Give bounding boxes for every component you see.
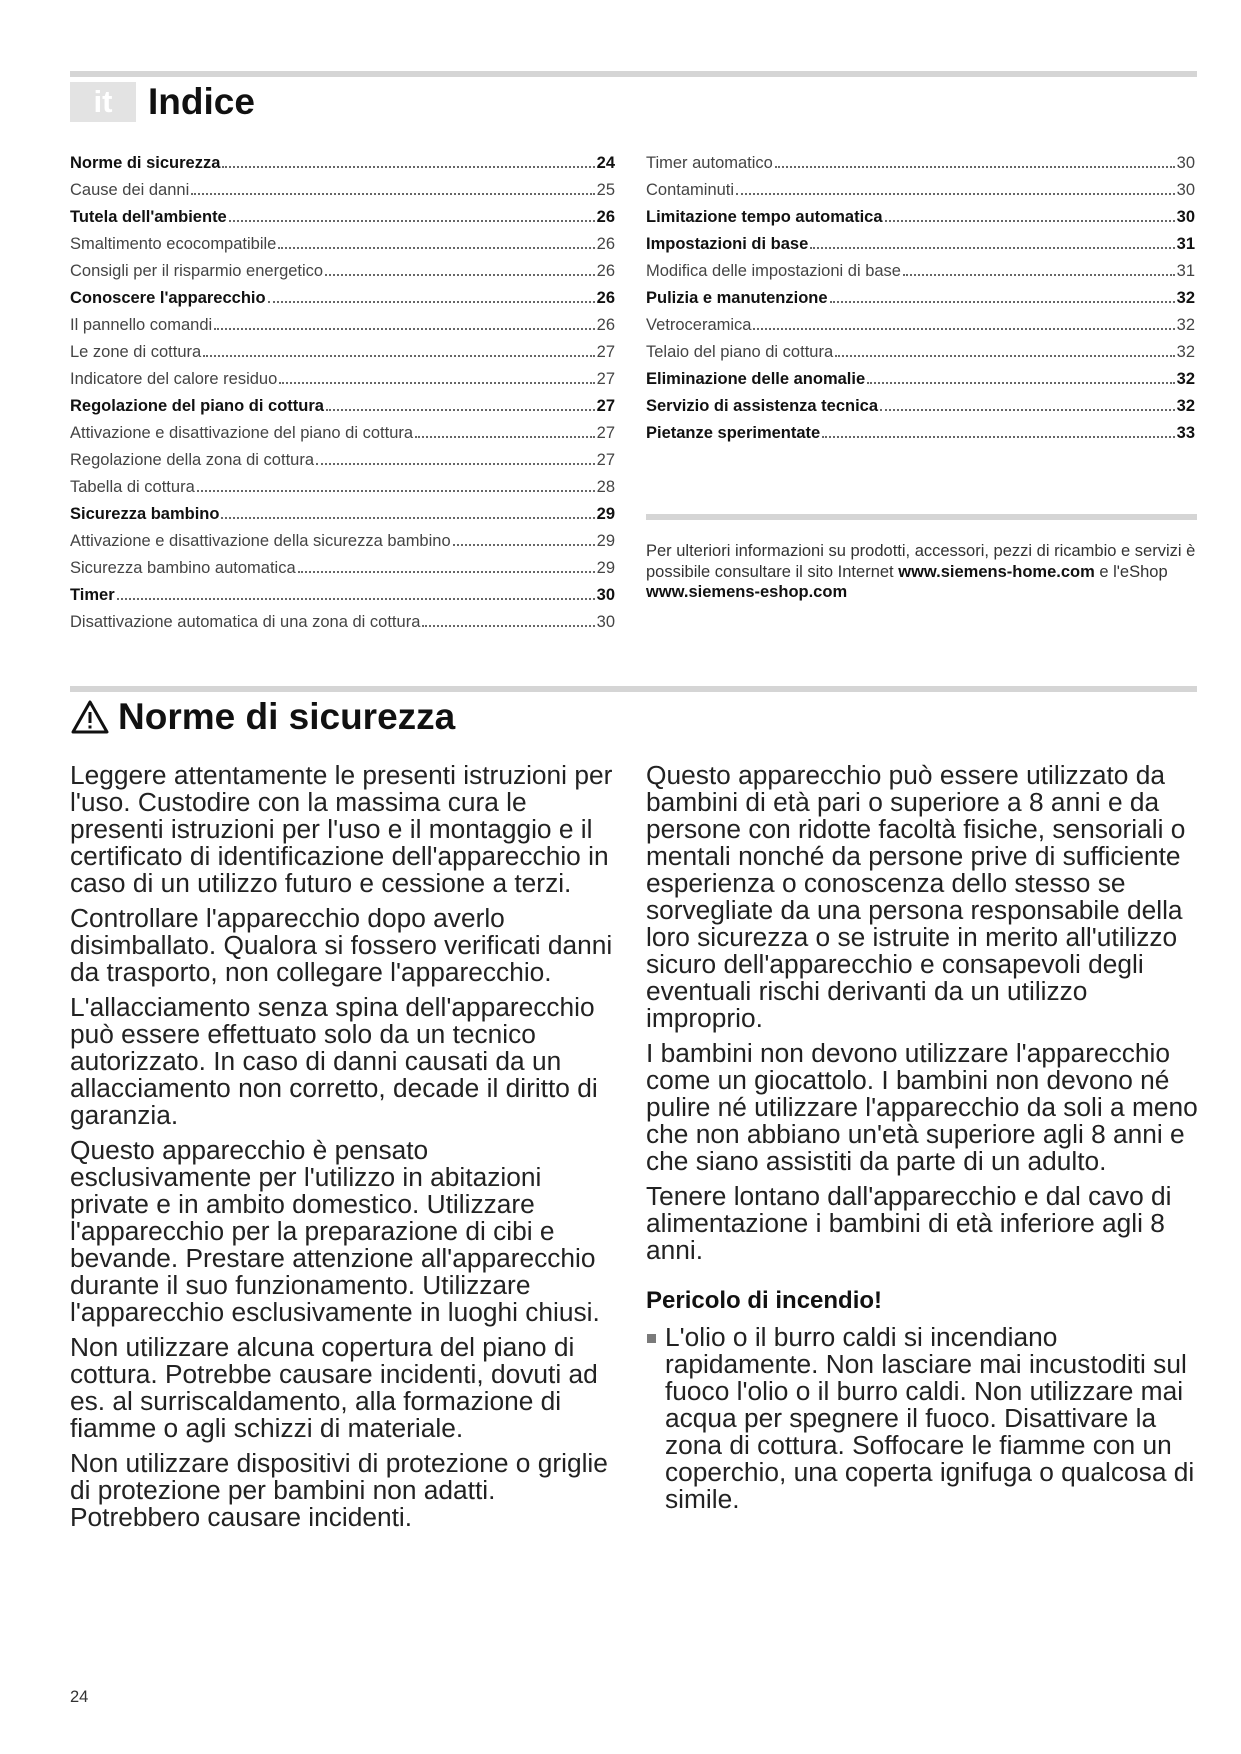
fire-warning-item xyxy=(646,1324,1198,1513)
eshop-link[interactable]: www.siemens-eshop.com xyxy=(646,583,848,601)
section-title: Norme di sicurezza xyxy=(118,696,456,737)
toc-leader-dots xyxy=(775,166,1175,168)
toc-entry-page: 30 xyxy=(596,586,615,604)
toc-entry-page: 26 xyxy=(596,235,615,253)
toc-entry-label: Il pannello comandi xyxy=(70,316,213,334)
toc-leader-dots xyxy=(326,409,595,411)
toc-entry-page: 32 xyxy=(1176,397,1195,415)
fire-warning-text: L'olio o il burro caldi si incendiano rapidamente. Non lasciare mai incustoditi sul fuoco l'olio o il burro caldi. Non utilizzare mai acqua per spegnere il fuoco. Disattivare la zona di cottura. Soffocare le fiamme con un coperchio, una coperta ignifuga o qualcosa di simile. xyxy=(665,1322,1195,1514)
info-divider xyxy=(646,514,1197,520)
toc-entry-label: Attivazione e disattivazione della sicurezza bambino xyxy=(70,532,451,550)
toc-entry-label: Timer xyxy=(70,586,115,604)
toc-right-column xyxy=(646,150,1195,447)
body-paragraph: Non utilizzare dispositivi di protezione o griglie di protezione per bambini non adatti. Potrebbero causare incidenti. xyxy=(70,1448,608,1532)
toc-leader-dots xyxy=(278,247,594,249)
fire-warning-heading: Pericolo di incendio! xyxy=(646,1287,883,1314)
toc-entry[interactable] xyxy=(646,420,1195,447)
toc-entry-page: 27 xyxy=(596,370,615,388)
toc-leader-dots xyxy=(229,220,595,222)
toc-entry-page: 26 xyxy=(596,208,615,226)
toc-entry-page: 31 xyxy=(1176,262,1195,280)
bullet-square-icon xyxy=(647,1334,656,1343)
toc-entry[interactable] xyxy=(70,339,615,366)
toc-entry-label: Consigli per il risparmio energetico xyxy=(70,262,324,280)
toc-entry-label: Telaio del piano di cottura xyxy=(646,343,834,361)
toc-entry[interactable] xyxy=(70,312,615,339)
toc-entry-label: Cause dei danni xyxy=(70,181,190,199)
toc-entry-label: Sicurezza bambino automatica xyxy=(70,559,296,577)
toc-entry[interactable] xyxy=(70,501,615,528)
toc-entry-label: Pulizia e manutenzione xyxy=(646,289,828,307)
toc-entry[interactable] xyxy=(70,231,615,258)
toc-entry-label: Conoscere l'apparecchio xyxy=(70,289,266,307)
toc-leader-dots xyxy=(221,517,594,519)
toc-leader-dots xyxy=(214,328,594,330)
body-paragraph: L'allacciamento senza spina dell'apparecchio può essere effettuato solo da un tecnico autorizzato. In caso di danni causati da un allacciamento non corretto, decade il diritto di garanzia. xyxy=(70,992,598,1130)
website-link[interactable]: www.siemens-home.com xyxy=(898,562,1095,581)
toc-entry[interactable] xyxy=(646,339,1195,366)
toc-entry-page: 30 xyxy=(596,613,615,631)
toc-entry-label: Norme di sicurezza xyxy=(70,154,221,172)
toc-entry[interactable] xyxy=(70,150,615,177)
toc-entry[interactable] xyxy=(646,285,1195,312)
body-paragraph: Non utilizzare alcuna copertura del piano di cottura. Potrebbe causare incidenti, dovuti ad es. al surriscaldamento, alla formazione di fiamme o agli schizzi di materiale. xyxy=(70,1332,598,1443)
toc-entry[interactable] xyxy=(70,582,615,609)
toc-left-column xyxy=(70,150,615,636)
toc-leader-dots xyxy=(325,274,595,276)
toc-entry-page: 29 xyxy=(596,532,615,550)
toc-entry[interactable] xyxy=(70,258,615,285)
toc-entry-label: Sicurezza bambino xyxy=(70,505,220,523)
toc-entry-label: Indicatore del calore residuo xyxy=(70,370,278,388)
toc-entry-page: 24 xyxy=(596,154,615,172)
toc-entry-page: 26 xyxy=(596,262,615,280)
body-paragraph: I bambini non devono utilizzare l'apparecchio come un giocattolo. I bambini non devono né pulire né utilizzare l'apparecchio da soli a meno che non abbiano un'età superiore agli 8 anni e che siano assistiti da parte di un adulto. xyxy=(646,1038,1198,1176)
body-paragraph: Questo apparecchio può essere utilizzato da bambini di età pari o superiore a 8 anni e da persone con ridotte facoltà fisiche, sensoriali o mentali nonché da persone prive di sufficiente esperienza o conoscenza dello stesso se sorvegliate da una persona responsabile della loro sicurezza o se istruite in merito all'utilizzo sicuro dell'apparecchio e consapevoli degli eventuali rischi derivanti da un utilizzo improprio. xyxy=(646,760,1186,1033)
toc-entry[interactable] xyxy=(646,204,1195,231)
toc-entry[interactable] xyxy=(70,474,615,501)
toc-entry-label: Attivazione e disattivazione del piano di cottura xyxy=(70,424,414,442)
toc-entry[interactable] xyxy=(70,393,615,420)
toc-entry[interactable] xyxy=(646,231,1195,258)
toc-entry-label: Vetroceramica xyxy=(646,316,752,334)
body-paragraph: Questo apparecchio è pensato esclusivamente per l'utilizzo in abitazioni private e in ambito domestico. Utilizzare l'apparecchio per la preparazione di cibi e bevande. Prestare attenzione all'apparecchio durante il suo funzionamento. Utilizzare l'apparecchio esclusivamente in luoghi chiusi. xyxy=(70,1135,600,1327)
toc-entry-label: Tabella di cottura xyxy=(70,478,195,496)
toc-leader-dots xyxy=(415,436,595,438)
toc-entry-page: 27 xyxy=(596,343,615,361)
toc-leader-dots xyxy=(736,193,1175,195)
body-paragraph: Tenere lontano dall'apparecchio e dal cavo di alimentazione i bambini di età inferiore agli 8 anni. xyxy=(646,1181,1172,1265)
toc-entry-label: Timer automatico xyxy=(646,154,773,172)
toc-leader-dots xyxy=(191,193,594,195)
toc-leader-dots xyxy=(203,355,594,357)
toc-entry[interactable] xyxy=(646,366,1195,393)
toc-entry-label: Contaminuti xyxy=(646,181,735,199)
toc-entry-page: 25 xyxy=(596,181,615,199)
toc-entry[interactable] xyxy=(70,285,615,312)
toc-leader-dots xyxy=(117,598,595,600)
toc-leader-dots xyxy=(835,355,1175,357)
toc-entry[interactable] xyxy=(70,420,615,447)
section-header xyxy=(70,692,455,742)
toc-leader-dots xyxy=(822,436,1174,438)
toc-entry-page: 29 xyxy=(596,505,615,523)
toc-entry[interactable] xyxy=(646,393,1195,420)
language-badge: it xyxy=(70,82,136,122)
toc-leader-dots xyxy=(903,274,1175,276)
toc-entry-page: 32 xyxy=(1176,289,1195,307)
toc-entry[interactable] xyxy=(646,312,1195,339)
toc-leader-dots xyxy=(316,463,595,465)
safety-left-column xyxy=(70,762,615,1539)
toc-entry-page: 33 xyxy=(1176,424,1195,442)
toc-entry-page: 26 xyxy=(596,289,615,307)
toc-entry[interactable] xyxy=(646,177,1195,204)
toc-entry[interactable] xyxy=(646,150,1195,177)
toc-entry-label: Smaltimento ecocompatibile xyxy=(70,235,277,253)
toc-leader-dots xyxy=(830,301,1175,303)
toc-entry-label: Regolazione del piano di cottura xyxy=(70,397,324,415)
toc-entry[interactable] xyxy=(70,555,615,582)
info-text: Per ulteriori informazioni su prodotti, accessori, pezzi di ricambio e servizi è possibile consultare il sito Internet xyxy=(646,542,1196,581)
toc-entry-label: Pietanze sperimentate xyxy=(646,424,821,442)
toc-entry-label: Impostazioni di base xyxy=(646,235,809,253)
toc-entry-page: 32 xyxy=(1176,370,1195,388)
toc-entry-label: Eliminazione delle anomalie xyxy=(646,370,866,388)
toc-entry-label: Le zone di cottura xyxy=(70,343,202,361)
toc-entry-page: 32 xyxy=(1176,316,1195,334)
toc-entry[interactable] xyxy=(70,447,615,474)
top-divider xyxy=(70,71,1197,77)
toc-entry-page: 27 xyxy=(596,397,615,415)
toc-leader-dots xyxy=(298,571,595,573)
toc-entry[interactable] xyxy=(70,204,615,231)
toc-entry[interactable] xyxy=(70,177,615,204)
toc-entry[interactable] xyxy=(70,528,615,555)
toc-entry-label: Regolazione della zona di cottura xyxy=(70,451,314,469)
toc-leader-dots xyxy=(197,490,595,492)
page-title: Indice xyxy=(148,81,255,122)
toc-entry-page: 31 xyxy=(1176,235,1195,253)
body-paragraph: Leggere attentamente le presenti istruzioni per l'uso. Custodire con la massima cura le presenti istruzioni per l'uso e il montaggio e il certificato di identificazione dell'apparecchio in caso di un utilizzo futuro e cessione a terzi. xyxy=(70,760,613,898)
toc-entry-page: 26 xyxy=(596,316,615,334)
page-number: 24 xyxy=(70,1688,89,1706)
toc-leader-dots xyxy=(885,220,1175,222)
toc-leader-dots xyxy=(880,409,1175,411)
toc-entry-label: Limitazione tempo automatica xyxy=(646,208,883,226)
toc-leader-dots xyxy=(867,382,1174,384)
toc-entry-label: Disattivazione automatica di una zona di cottura xyxy=(70,613,421,631)
safety-right-column xyxy=(646,762,1198,1513)
toc-entry-page: 30 xyxy=(1176,208,1195,226)
toc-entry-page: 29 xyxy=(596,559,615,577)
toc-leader-dots xyxy=(453,544,595,546)
toc-entry-page: 30 xyxy=(1176,154,1195,172)
toc-entry-page: 32 xyxy=(1176,343,1195,361)
toc-leader-dots xyxy=(422,625,594,627)
info-note xyxy=(646,541,1197,603)
toc-entry-page: 28 xyxy=(596,478,615,496)
warning-triangle-icon xyxy=(70,699,110,735)
toc-entry[interactable] xyxy=(646,258,1195,285)
toc-leader-dots xyxy=(810,247,1174,249)
toc-entry-label: Modifica delle impostazioni di base xyxy=(646,262,901,280)
toc-entry-page: 27 xyxy=(596,451,615,469)
toc-leader-dots xyxy=(222,166,594,168)
toc-entry[interactable] xyxy=(70,609,615,636)
toc-leader-dots xyxy=(268,301,595,303)
body-paragraph: Controllare l'apparecchio dopo averlo disimballato. Qualora si fossero verificati danni da trasporto, non collegare l'apparecchio. xyxy=(70,903,613,987)
toc-entry-label: Servizio di assistenza tecnica xyxy=(646,397,879,415)
toc-entry-page: 27 xyxy=(596,424,615,442)
toc-entry-page: 30 xyxy=(1176,181,1195,199)
toc-leader-dots xyxy=(279,382,594,384)
info-connector: e l'eShop xyxy=(1094,562,1168,581)
toc-leader-dots xyxy=(753,328,1174,330)
toc-entry-label: Tutela dell'ambiente xyxy=(70,208,227,226)
toc-entry[interactable] xyxy=(70,366,615,393)
